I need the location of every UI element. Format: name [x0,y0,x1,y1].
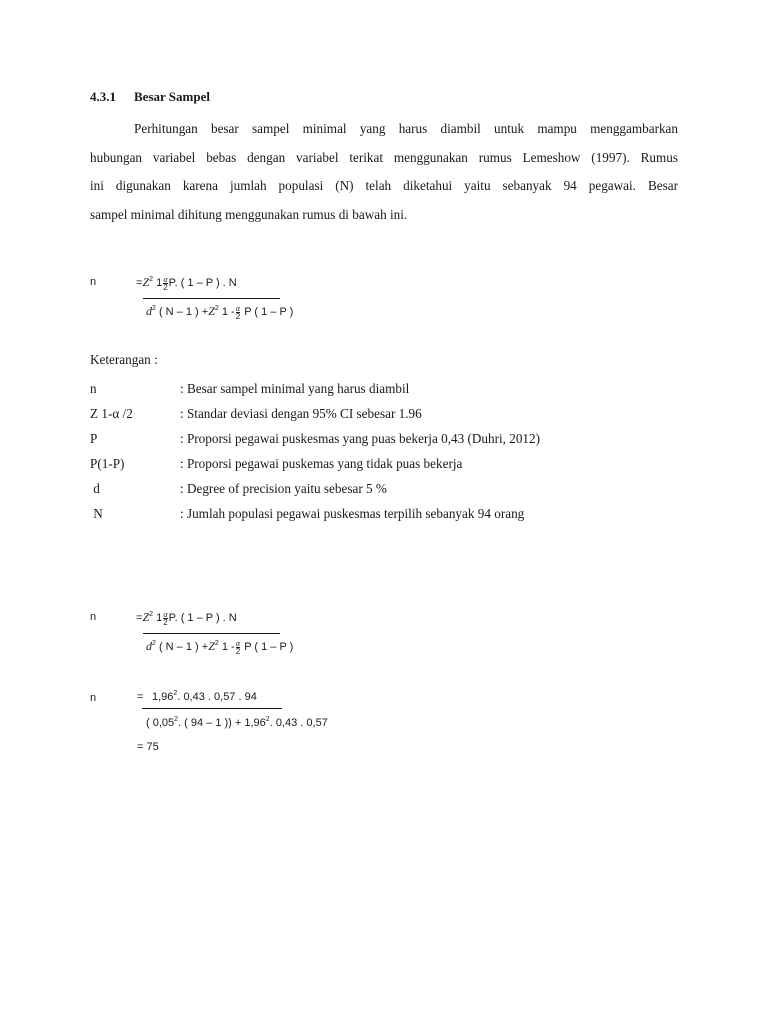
formula-lhs: n [90,276,97,288]
legend-term: d [90,481,100,496]
fraction-bar [142,708,282,709]
calc-lhs: n [90,692,97,704]
body-paragraph [90,115,678,229]
formula-denominator: $d^2$ ( N – 1 ) $+Z^2$ 1 - $\frac{\alpha}{2}$ P ( 1 – P ) [146,638,294,656]
paragraph-line: Perhitungan besar sampel minimal yang harus diambil untuk mampu menggambarkan [134,121,678,136]
formula-numerator: $=Z^2$ 1 $\frac{\alpha}{2}$ P. ( 1 – P ) . N [136,609,237,627]
legend-desc: : Besar sampel minimal yang harus diambil [180,381,410,396]
calc-eq: = [137,691,144,703]
section-heading [90,89,210,105]
legend-title: Keterangan : [90,352,158,367]
legend-desc: : Jumlah populasi pegawai puskesmas terpilih sebanyak 94 orang [180,506,525,521]
formula-denominator: $d^2$ ( N – 1 ) $+Z^2$ 1 - $\frac{\alpha}{2}$ P ( 1 – P ) [146,303,294,321]
calc-result: = 75 [137,741,159,753]
legend-term: n [90,381,97,396]
legend-term: P(1-P) [90,456,125,471]
legend-term: N [90,506,103,521]
section-title: Besar Sampel [134,89,210,104]
fraction-bar [143,298,280,299]
legend-term: Z 1-α /2 [90,406,133,421]
paragraph-line: ini digunakan karena jumlah populasi (N) telah diketahui yaitu sebanyak 94 pegawai. Besar [90,178,678,193]
section-number: 4.3.1 [90,89,116,104]
formula-lhs: n [90,611,97,623]
fraction-bar [143,633,280,634]
calc-numerator: 1,96$^2$. 0,43 . 0,57 . 94 [152,690,257,703]
formula-numerator: $=Z^2$ 1 $\frac{\alpha}{2}$ P. ( 1 – P ) . N [136,274,237,292]
legend-desc: : Proporsi pegawai puskemas yang tidak puas bekerja [180,456,463,471]
paragraph-line: hubungan variabel bebas dengan variabel terikat menggunakan rumus Lemeshow (1997). Rumus [90,149,678,165]
legend-desc: : Proporsi pegawai puskesmas yang puas bekerja 0,43 (Duhri, 2012) [180,431,541,446]
legend-desc: : Standar deviasi dengan 95% CI sebesar 1.96 [180,406,422,421]
legend-desc: : Degree of precision yaitu sebesar 5 % [180,481,387,496]
paragraph-line: sampel minimal dihitung menggunakan rumus di bawah ini. [90,206,408,222]
calc-denominator: ( 0,05$^2$. ( 94 – 1 )) + $1,96^2$. 0,43 . 0,57 [146,716,328,729]
legend-term: P [90,431,98,446]
